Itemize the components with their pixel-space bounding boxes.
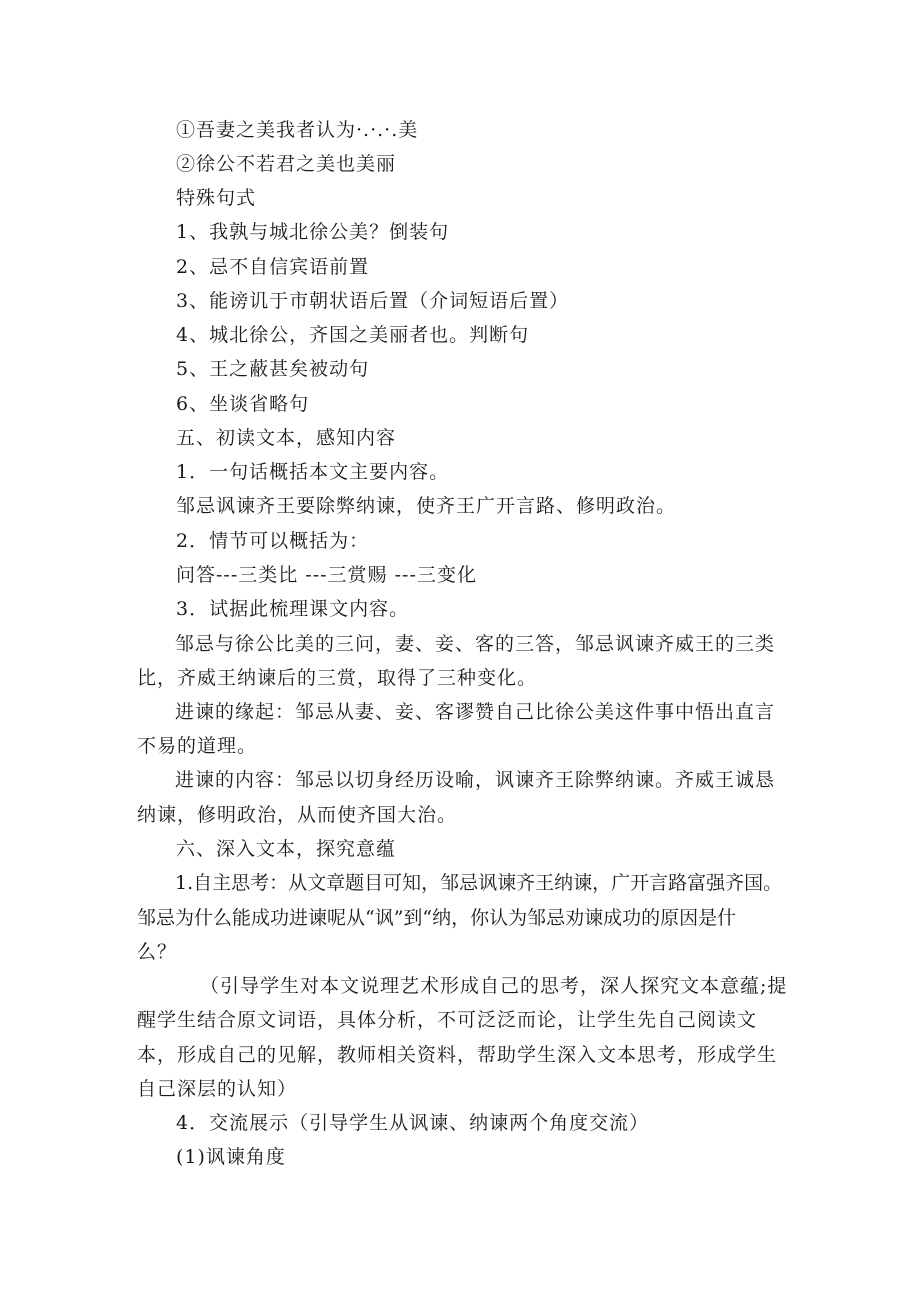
text-line: ①吾妻之美我者认为·.·.·.美 (176, 119, 419, 141)
text-line: 4．交流展示（引导学生从讽谏、纳谏两个角度交流） (176, 1112, 650, 1134)
paragraph-line: 进谏的缘起：邹忌从妻、妾、客谬赞自己比徐公美这件事中悟出直言 (175, 701, 776, 723)
text-line: 3．试据此梳理课文内容。 (176, 598, 410, 620)
paragraph-line: 不易的道理。 (137, 735, 258, 757)
paragraph-line: 纳谏，修明政治，从而使齐国大治。 (137, 804, 458, 826)
paragraph-line: （引导学生对本文说理艺术形成自己的思考，深人探究文本意蕴;提 (200, 975, 788, 997)
paragraph-line: 本，形成自己的见解，教师相关资料，帮助学生深入文本思考，形成学生 (137, 1044, 778, 1066)
paragraph-line: 比，齐威王纳谏后的三赏，取得了三种变化。 (137, 667, 538, 689)
text-line: 1、我孰与城北徐公美？倒装句 (176, 221, 450, 243)
text-line: 3、能谤讥于市朝状语后置（介词短语后置） (176, 290, 570, 312)
text-line: 1．一句话概括本文主要内容。 (176, 461, 450, 483)
paragraph-line: 邹忌为什么能成功进谏呢从“讽”到“纳，你认为邹忌劝谏成功的原因是什 (137, 907, 737, 929)
paragraph-line: 醒学生结合原文词语，具体分析，不可泛泛而论，让学生先自己阅读文 (137, 1009, 758, 1031)
text-line: 问答---三类比 ---三赏赐 ---三变化 (176, 564, 477, 586)
section-heading: 五、初读文本，感知内容 (176, 427, 397, 449)
text-line: 4、城北徐公，齐国之美丽者也。判断句 (176, 324, 530, 346)
paragraph-line: 自己深层的认知） (137, 1078, 298, 1100)
text-line: (1)讽谏角度 (176, 1146, 286, 1168)
section-heading: 特殊句式 (176, 187, 257, 209)
paragraph-line: 进谏的内容：邹忌以切身经历设喻，讽谏齐王除弊纳谏。齐威王诚恳 (175, 769, 776, 791)
paragraph-line: 么？ (137, 941, 178, 963)
section-heading: 六、深入文本，探究意蕴 (176, 838, 397, 860)
text-line: 2、忌不自信宾语前置 (176, 256, 370, 278)
text-line: 2．情节可以概括为： (176, 530, 370, 552)
text-line: 邹忌讽谏齐王要除弊纳谏，使齐王广开言路、修明政治。 (176, 495, 677, 517)
text-line: 6、坐谈省略句 (176, 393, 310, 415)
text-line: 5、王之蔽甚矣被动句 (176, 358, 370, 380)
paragraph-line: 邹忌与徐公比美的三问，妻、妾、客的三答，邹忌讽谏齐威王的三类 (175, 633, 776, 655)
text-line: ②徐公不若君之美也美丽 (176, 153, 397, 175)
paragraph-line: 1.自主思考：从文章题目可知，邹忌讽谏齐王纳谏，广开言路富强齐国。 (175, 872, 783, 894)
